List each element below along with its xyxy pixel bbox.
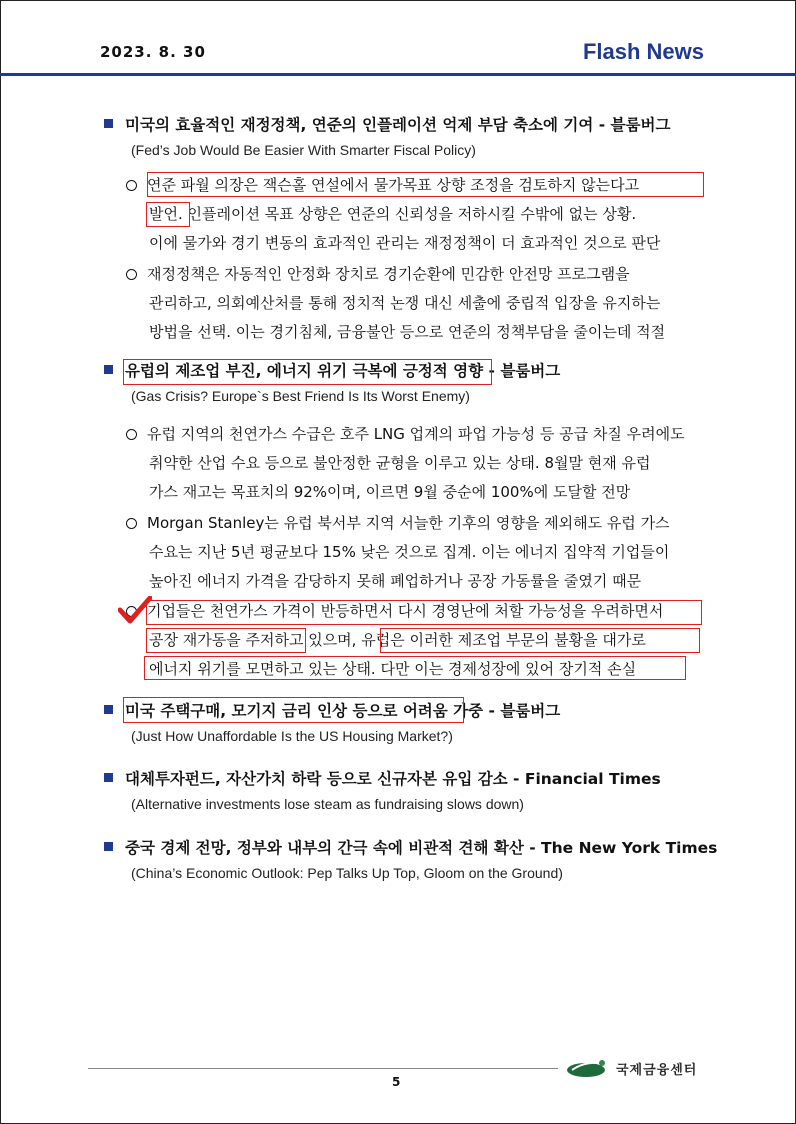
center-logo [566, 1058, 697, 1078]
highlight-box [380, 628, 700, 653]
section-title: 유럽의 제조업 부진, 에너지 위기 극복에 긍정적 영향 - 블룸버그 [104, 360, 560, 382]
section-alt-investments [104, 768, 661, 812]
circle-bullet-icon [126, 269, 137, 280]
section-title: 미국 주택구매, 모기지 금리 인상 등으로 어려움 가중 - 블룸버그 [104, 700, 560, 722]
paragraph: 기업들은 천연가스 가격이 반등하면서 다시 경영난에 처할 가능성을 우려하면서 공장 재가동을 주저하고 있으며, 유럽은 이러한 제조업 부문의 불황을 대가로 에너지 위기를 모면하고 있는 상태. 다만 이는 경제성장에 있어 장기적 손실 [126, 597, 702, 684]
square-bullet-icon [104, 365, 113, 374]
circle-bullet-icon [126, 518, 137, 529]
circle-bullet-icon [126, 180, 137, 191]
brand-title: Flash News [582, 39, 704, 64]
square-bullet-icon [104, 705, 113, 714]
highlight-box [147, 172, 704, 197]
circle-bullet-icon [126, 429, 137, 440]
section-subtitle: (Fed’s Job Would Be Easier With Smarter Fiscal Policy) [131, 142, 476, 158]
section-china-outlook [104, 837, 717, 881]
square-bullet-icon [104, 119, 113, 128]
logo-text: 국제금융센터 [616, 1062, 698, 1078]
header-rule [0, 73, 796, 76]
checkmark-icon [118, 596, 152, 626]
highlight-box [146, 202, 190, 227]
report-date: 2023. 8. 30 [100, 43, 206, 61]
section-subtitle: (Gas Crisis? Europe`s Best Friend Is Its Worst Enemy) [131, 388, 470, 404]
highlight-box [146, 628, 306, 653]
section-title: 미국의 효율적인 재정정책, 연준의 인플레이션 억제 부담 축소에 기여 - 블룸버그 [104, 114, 670, 136]
paragraph: 재정정책은 자동적인 안정화 장치로 경기순환에 민감한 안전망 프로그램을 관리하고, 의회예산처를 통해 정치적 논쟁 대신 세출에 중립적 입장을 유지하는 방법을 선택. 이는 경기침체, 금융불안 등으로 연준의 정책부담을 줄이는데 적절 [126, 260, 702, 347]
square-bullet-icon [104, 773, 113, 782]
page-number: 5 [392, 1075, 401, 1089]
section-title: 대체투자펀드, 자산가치 하락 등으로 신규자본 유입 감소 - Financial Times [104, 768, 661, 790]
highlight-box [146, 600, 702, 625]
paragraph: Morgan Stanley는 유럽 북서부 지역 서늘한 기후의 영향을 제외해도 유럽 가스 수요는 지난 5년 평균보다 15% 낮은 것으로 집계. 이는 에너지 집약적 기업들이 높아진 에너지 가격을 감당하지 못해 폐업하거나 공장 가동률을 줄였기 때문 [126, 509, 702, 596]
highlight-box [123, 697, 464, 723]
section-subtitle: (Alternative investments lose steam as fundraising slows down) [131, 796, 524, 812]
section-subtitle: (China’s Economic Outlook: Pep Talks Up Top, Gloom on the Ground) [131, 865, 563, 881]
highlight-box [123, 359, 492, 385]
paragraph: 유럽 지역의 천연가스 수급은 호주 LNG 업계의 파업 가능성 등 공급 차질 우려에도 취약한 산업 수요 등으로 불안정한 균형을 이루고 있는 상태. 8월말 현재 유럽 가스 재고는 목표치의 92%이며, 이르면 9월 중순에 100%에 도달할 전망 [126, 420, 702, 507]
highlight-box [144, 656, 686, 680]
section-fed-fiscal [104, 114, 670, 158]
section-title: 중국 경제 전망, 정부와 내부의 간극 속에 비관적 견해 확산 - The New York Times [104, 837, 717, 859]
section-subtitle: (Just How Unaffordable Is the US Housing Market?) [131, 728, 453, 744]
logo-swoosh-icon [566, 1058, 610, 1078]
paragraph: 연준 파월 의장은 잭슨홀 연설에서 물가목표 상향 조정을 검토하지 않는다고 발언. 인플레이션 목표 상향은 연준의 신뢰성을 저하시킬 수밖에 없는 상황. 이에 물가와 경기 변동의 효과적인 관리는 재정정책이 더 효과적인 것으로 판단 [126, 171, 702, 258]
footer-rule [88, 1068, 558, 1069]
square-bullet-icon [104, 842, 113, 851]
